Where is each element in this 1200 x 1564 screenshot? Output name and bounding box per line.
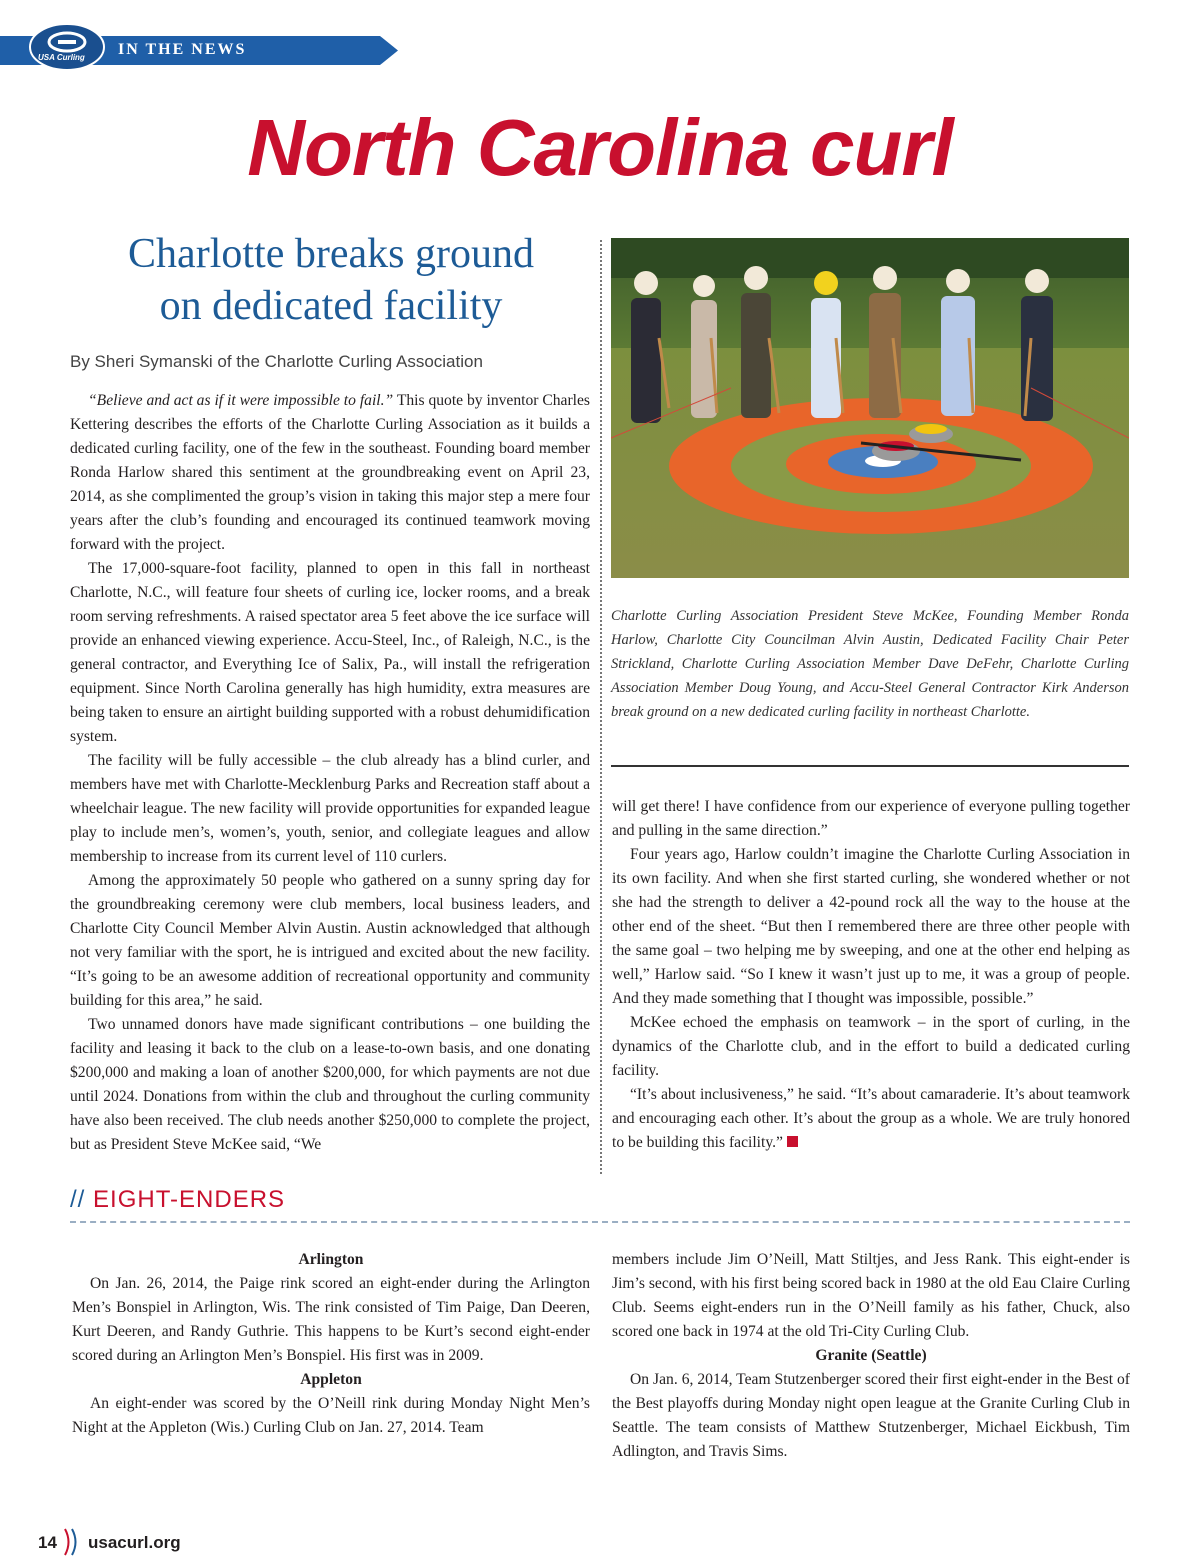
page-number: 14: [38, 1533, 57, 1552]
column-divider: [600, 240, 602, 1174]
club-title-arlington: Arlington: [298, 1251, 364, 1268]
photo-caption: Charlotte Curling Association President Steve McKee, Founding Member Ronda Harlow, Charlotte City Councilman Alvin Austin, Dedicated Facility Chair Peter Strickland, Charlotte Curling Association Member Dave DeFehr, Charlotte Curling Association Member Doug Young, and Accu-Steel General Contractor Kirk Anderson break ground on a new dedicated curling facility in northeast Charlotte.: [611, 608, 1129, 720]
section-label: IN THE NEWS: [118, 41, 247, 58]
club-title-appleton: Appleton: [300, 1371, 362, 1388]
end-of-article-mark: [787, 1136, 798, 1147]
section-rule: [70, 1221, 1130, 1223]
subhead-line-2: on dedicated facility: [159, 283, 503, 329]
article-paragraph: will get there! I have confidence from our experience of everyone pulling together and pulling in the same direction.”: [612, 798, 1130, 839]
article-subhead: [70, 228, 592, 332]
caption-rule: [611, 765, 1129, 767]
club-report: members include Jim O’Neill, Matt Stiltjes, and Jess Rank. This eight-ender is Jim’s second, with his first being scored back in 1980 at the old Eau Claire Curling Club. Seems eight-enders run in the O’Neill family as his father, Chuck, also scored one back in 1974 at the old Tri-City Curling Club.: [612, 1251, 1130, 1340]
article-paragraph: The 17,000-square-foot facility, planned to open in this fall in northeast Charlotte, N.C., will feature four sheets of curling ice, locker rooms, and a break room serving refreshments. A raised spectator area 5 feet above the ice surface will provide an enhanced viewing experience. Accu-Steel, Inc., of Raleigh, N.C., is the general contractor, and Everything Ice of Salix, Pa., will install the refrigeration equipment. Since North Carolina generally has high humidity, extra measures are being taken to ensure an airtight building supported with a robust dehumidification system.: [70, 560, 590, 745]
opening-quote: “Believe and act as if it were impossible to fail.”: [88, 392, 394, 409]
usa-curling-logo: [28, 22, 106, 72]
article-paragraph: The facility will be fully accessible – the club already has a blind curler, and members have met with Charlotte-Mecklenburg Parks and Recreation staff about a wheelchair league. The new facility will provide opportunities for expanded league play to include men’s, women’s, youth, senior, and collegiate leagues and allow membership to increase from its current level of 110 curlers.: [70, 752, 590, 865]
eight-enders-heading: // EIGHT-ENDERS: [70, 1186, 286, 1213]
page-headline: North Carolina curl: [247, 103, 953, 192]
club-report: An eight-ender was scored by the O’Neill rink during Monday Night Men’s Night at the Appleton (Wis.) Curling Club on Jan. 27, 2014. Team: [72, 1395, 590, 1436]
article-column-right: [612, 795, 1130, 1155]
article-paragraph: Two unnamed donors have made significant contributions – one building the facility and leasing it back to the club on a lease-to-own basis, and one donating $200,000 and making a loan of another $200,000, for which payments are not due until 2024. Donations from within the club and throughout the curling community have also been received. The club needs another $250,000 to complete the project, but as President Steve McKee said, “We: [70, 1016, 590, 1153]
eight-enders-column-left: [72, 1248, 590, 1440]
club-title-granite: Granite (Seattle): [815, 1347, 927, 1364]
subhead-line-1: Charlotte breaks ground: [128, 231, 534, 277]
logo-wordmark: USA Curling: [38, 53, 85, 62]
club-report: On Jan. 26, 2014, the Paige rink scored an eight-ender during the Arlington Men’s Bonspiel in Arlington, Wis. The rink consisted of Tim Paige, Dan Deeren, Kurt Deeren, and Randy Guthrie. This happens to be Kurt’s second eight-ender scored during an Arlington Men’s Bonspiel. His first was in 2009.: [72, 1275, 590, 1364]
article-column-left: [70, 389, 590, 1157]
groundbreaking-photo: [611, 238, 1129, 578]
article-paragraph: “It’s about inclusiveness,” he said. “It’s about camaraderie. It’s about teamwork and encouraging each other. It’s about the group as a whole. We are truly honored to be building this facility.”: [612, 1086, 1130, 1151]
byline: By Sheri Symanski of the Charlotte Curling Association: [70, 352, 483, 371]
article-paragraph: Among the approximately 50 people who gathered on a sunny spring day for the groundbreaking ceremony were club members, local business leaders, and Charlotte City Council Member Alvin Austin. Austin acknowledged that although not very familiar with the sport, he is intrigued and excited about the new facility. “It’s going to be an awesome addition of recreational opportunity and community building for this area,” he said.: [70, 872, 590, 1009]
article-paragraph: Four years ago, Harlow couldn’t imagine the Charlotte Curling Association in its own facility. And when she first started curling, she wondered whether or not she had the strength to deliver a 42-pound rock all the way to the house at the other end of the sheet. “But then I remembered there are three other people with the same goal – two helping me by sweeping, and one at the other end helping as well,” Harlow said. “So I knew it wasn’t just up to me, it was a group of people. And they made something that I thought was impossible, possible.”: [612, 846, 1130, 1007]
eight-enders-column-right: [612, 1248, 1130, 1464]
article-paragraph: “Believe and act as if it were impossible to fail.” This quote by inventor Charles Kettering describes the efforts of the Charlotte Curling Association as it builds a dedicated curling facility, one of the few in the southeast. Founding board member Ronda Harlow shared this sentiment at the groundbreaking event on April 23, 2014, as she complimented the group’s vision in taking this major step a mere four years after the club’s founding and encouraged its continued teamwork moving forward with the project.: [70, 392, 590, 553]
footer-site-url[interactable]: usacurl.org: [88, 1533, 181, 1552]
folio-brackets-icon: [62, 1527, 84, 1564]
article-paragraph: McKee echoed the emphasis on teamwork – in the sport of curling, in the dynamics of the Charlotte club, and in the effort to build a dedicated curling facility.: [612, 1014, 1130, 1079]
club-report: On Jan. 6, 2014, Team Stutzenberger scored their first eight-ender in the Best of the Best playoffs during Monday night open league at the Granite Curling Club in Seattle. The team consists of Matthew Stutzenberger, Michael Eickbush, Tim Adlington, and Travis Sims.: [612, 1371, 1130, 1460]
